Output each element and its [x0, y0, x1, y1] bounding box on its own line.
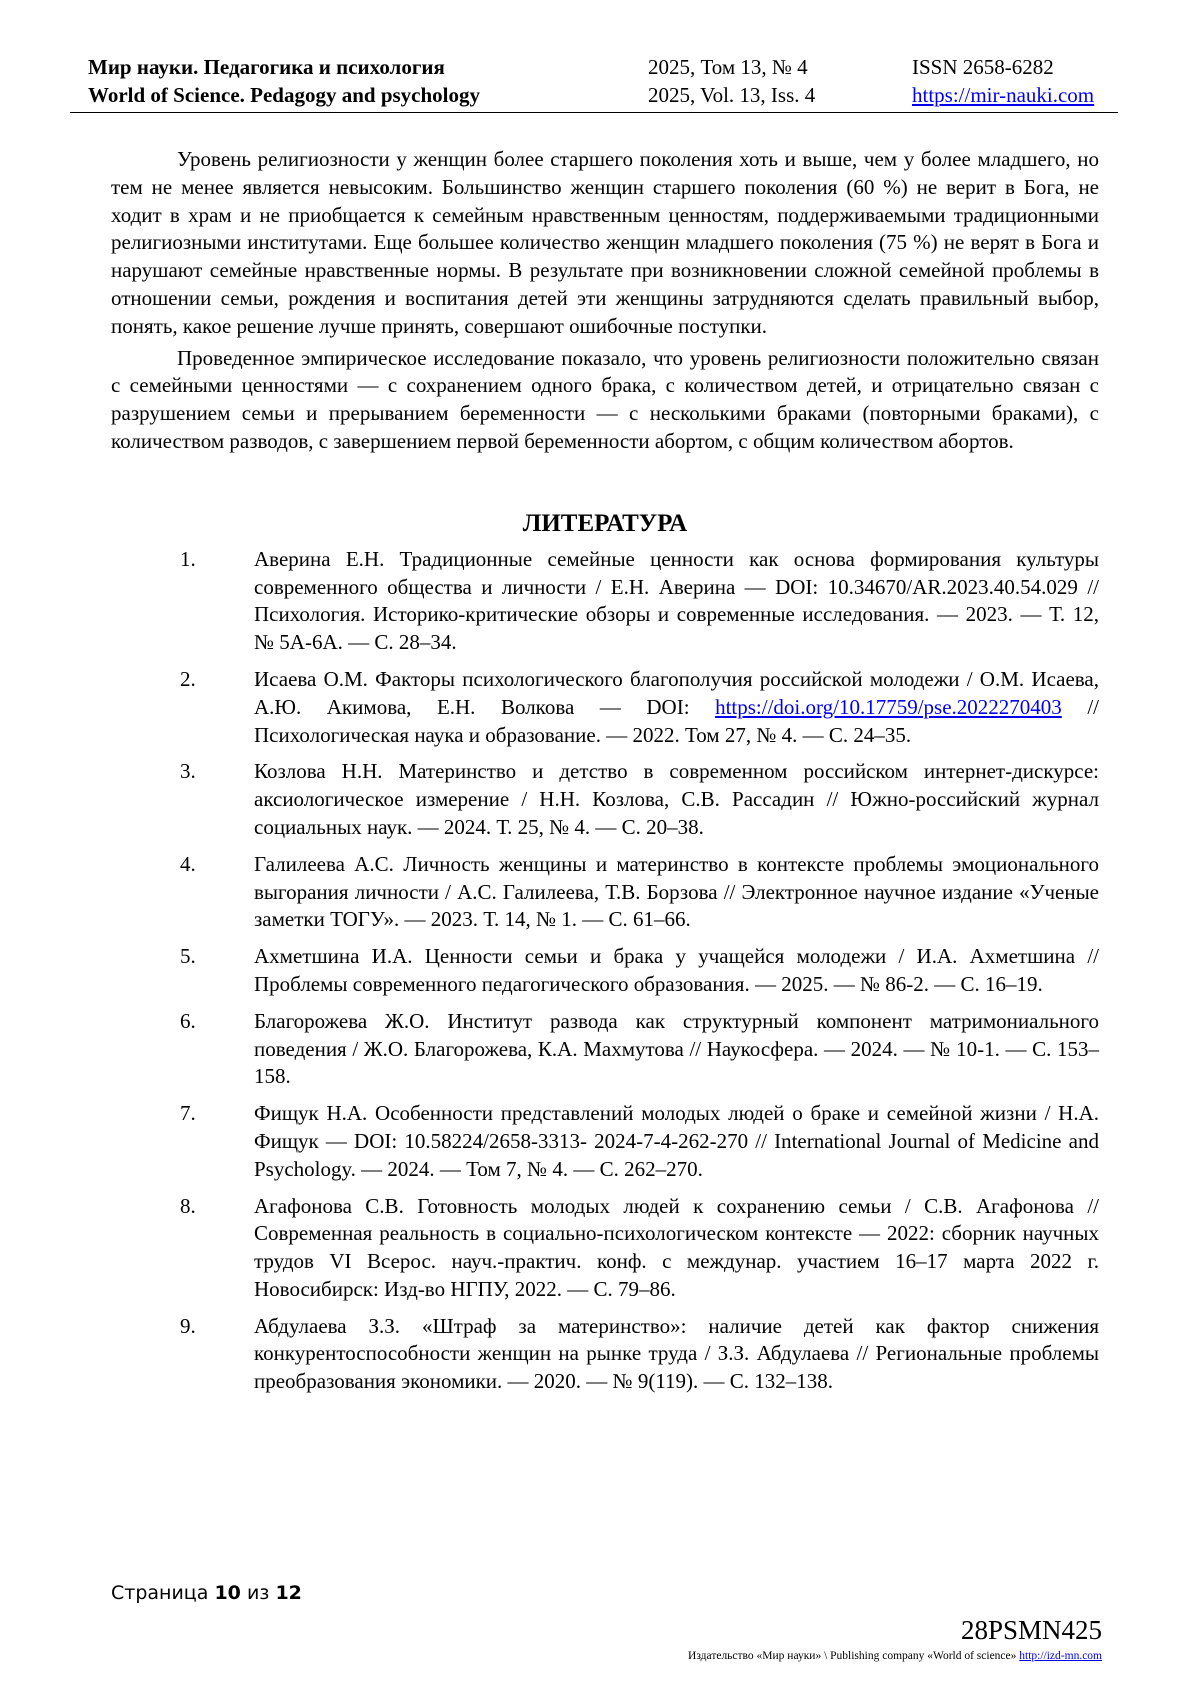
- reference-item: [111, 1100, 1099, 1183]
- reference-number: 7.: [180, 1101, 196, 1126]
- journal-title-en: World of Science. Pedagogy and psychology: [88, 83, 481, 107]
- header-journal-col: [88, 53, 480, 109]
- reference-number: 8.: [180, 1193, 196, 1218]
- reference-list: [111, 546, 1099, 1396]
- body-paragraph: Уровень религиозности у женщин более старшего поколения хоть и выше, чем у более младшего, но тем не менее является невысоким. Большинство женщин старшего поколения (60 %) не верит в Бога, не ходит в храм и не приобщается к семейным нравственным ценностям, поддерживаемыми традиционными религиозными институтами. Еще большее количество женщин младшего поколения (75 %) не верят в Бога и нарушают семейные нравственные нормы. В результате при возникновении сложной семейной проблемы в отношении семьи, рождения и воспитания детей эти женщины затрудняются сделать правильный выбор, понять, какое решение лучше принять, совершают ошибочные поступки.: [111, 147, 1099, 338]
- reference-item: [111, 546, 1099, 657]
- reference-text: Агафонова С.В. Готовность молодых людей к сохранению семьи / С.В. Агафонова // Современная реальность в социально-психологическом контексте — 2022: сборник научных трудов VI Всерос. науч.-практич. конф. с междунар. участием 16–17 марта 2022 г. Новосибирск: Изд-во НГПУ, 2022. — С. 79–86.: [254, 1193, 1099, 1301]
- reference-text: Ахметшина И.А. Ценности семьи и брака у учащейся молодежи / И.А. Ахметшина // Проблемы современного педагогического образования. — 2025. — № 86-2. — С. 16–19.: [254, 944, 1099, 996]
- page-content: [111, 146, 1099, 1405]
- issue-ru: 2025, Том 13, № 4: [648, 55, 808, 79]
- literature-heading: ЛИТЕРАТУРА: [522, 509, 688, 537]
- reference-text: Аверина Е.Н. Традиционные семейные ценности как основа формирования культуры современного общества и личности / Е.Н. Аверина — DOI: 10.34670/AR.2023.40.54.029 // Психология. Историко-критические обзоры и современные исследования. — 2023. — Т. 12, № 5А-6А. — С. 28–34.: [254, 546, 1099, 655]
- reference-item: [111, 758, 1099, 841]
- body-paragraph: Проведенное эмпирическое исследование показало, что уровень религиозности положительно связан с семейными ценностями — с сохранением одного брака, с количеством детей, и отрицательно связан с разрушением семьи и прерыванием беременности — с несколькими браками (повторными браками), с количеством разводов, с завершением первой беременности абортом, с общим количеством абортов.: [111, 345, 1099, 453]
- reference-number: 4.: [180, 851, 196, 876]
- reference-text: Фищук Н.А. Особенности представлений молодых людей о браке и семейной жизни / Н.А. Фищук — DOI: 10.58224/2658-3313- 2024-7-4-262-270 // International Journal of Medicine and Psychology. — 2024. — Том 7, № 4. — С. 262–270.: [254, 1101, 1099, 1181]
- publisher-line: [688, 1649, 1102, 1663]
- reference-number: 9.: [180, 1313, 196, 1338]
- reference-number: 2.: [180, 666, 196, 691]
- reference-item: [111, 851, 1099, 934]
- reference-item: [111, 1313, 1099, 1396]
- page-label: Страница: [111, 1582, 209, 1604]
- issue-en: 2025, Vol. 13, Iss. 4: [648, 83, 816, 107]
- article-code: 28PSMN425: [960, 1615, 1102, 1645]
- reference-number: 6.: [180, 1008, 196, 1033]
- reference-item: [111, 1008, 1099, 1091]
- reference-text: Галилеева А.С. Личность женщины и материнство в контексте проблемы эмоционального выгорания личности / А.С. Галилеева, Т.В. Борзова // Электронное научное издание «Ученые заметки ТОГУ». — 2023. Т. 14, № 1. — С. 61–66.: [254, 851, 1099, 932]
- doi-link[interactable]: https://doi.org/10.17759/pse.2022270403: [715, 694, 1062, 719]
- running-header: [70, 50, 1118, 113]
- reference-text: Абдулаева З.З. «Штраф за материнство»: наличие детей как фактор снижения конкурентоспособности женщин на рынке труда / З.З. Абдулаева // Региональные проблемы преобразования экономики. — 2020. — № 9(119). — С. 132–138.: [254, 1313, 1099, 1394]
- reference-item: [111, 943, 1099, 999]
- publisher-link[interactable]: http://izd-mn.com: [1019, 1650, 1102, 1662]
- reference-item: [111, 666, 1099, 749]
- page-current: 10: [214, 1582, 241, 1604]
- reference-text: Козлова Н.Н. Материнство и детство в современном российском интернет-дискурсе: аксиологическое измерение / Н.Н. Козлова, С.В. Рассадин // Южно-российский журнал социальных наук. — 2024. Т. 25, № 4. — С. 20–38.: [254, 759, 1099, 839]
- reference-text-after: // Психологическая наука и образование. — 2022. Том 27, № 4. — С. 24–35.: [254, 694, 1100, 747]
- publisher-text: Издательство «Мир науки» \ Publishing company «World of science»: [688, 1650, 1017, 1662]
- page-total: 12: [275, 1582, 302, 1604]
- issn: ISSN 2658-6282: [912, 55, 1054, 79]
- page-of: из: [246, 1582, 270, 1604]
- page-counter: [111, 1582, 302, 1604]
- reference-number: 5.: [180, 944, 196, 969]
- header-issn-col: [912, 53, 1094, 109]
- journal-title-ru: Мир науки. Педагогика и психология: [88, 55, 445, 79]
- reference-text-before: Исаева О.М. Факторы психологического благополучия российской молодежи / О.М. Исаева, А.Ю. Акимова, Е.Н. Волкова — DOI:: [254, 666, 1099, 719]
- reference-text: [254, 666, 1099, 749]
- reference-number: 1.: [180, 546, 196, 571]
- journal-website-link[interactable]: https://mir-nauki.com: [912, 83, 1095, 107]
- header-issue-col: [648, 53, 815, 109]
- reference-number: 3.: [180, 759, 196, 784]
- reference-text: Благорожева Ж.О. Институт развода как структурный компонент матримониального поведения / Ж.О. Благорожева, К.А. Махмутова // Наукосфера. — 2024. — № 10-1. — С. 153–158.: [254, 1008, 1099, 1089]
- reference-item: [111, 1193, 1099, 1304]
